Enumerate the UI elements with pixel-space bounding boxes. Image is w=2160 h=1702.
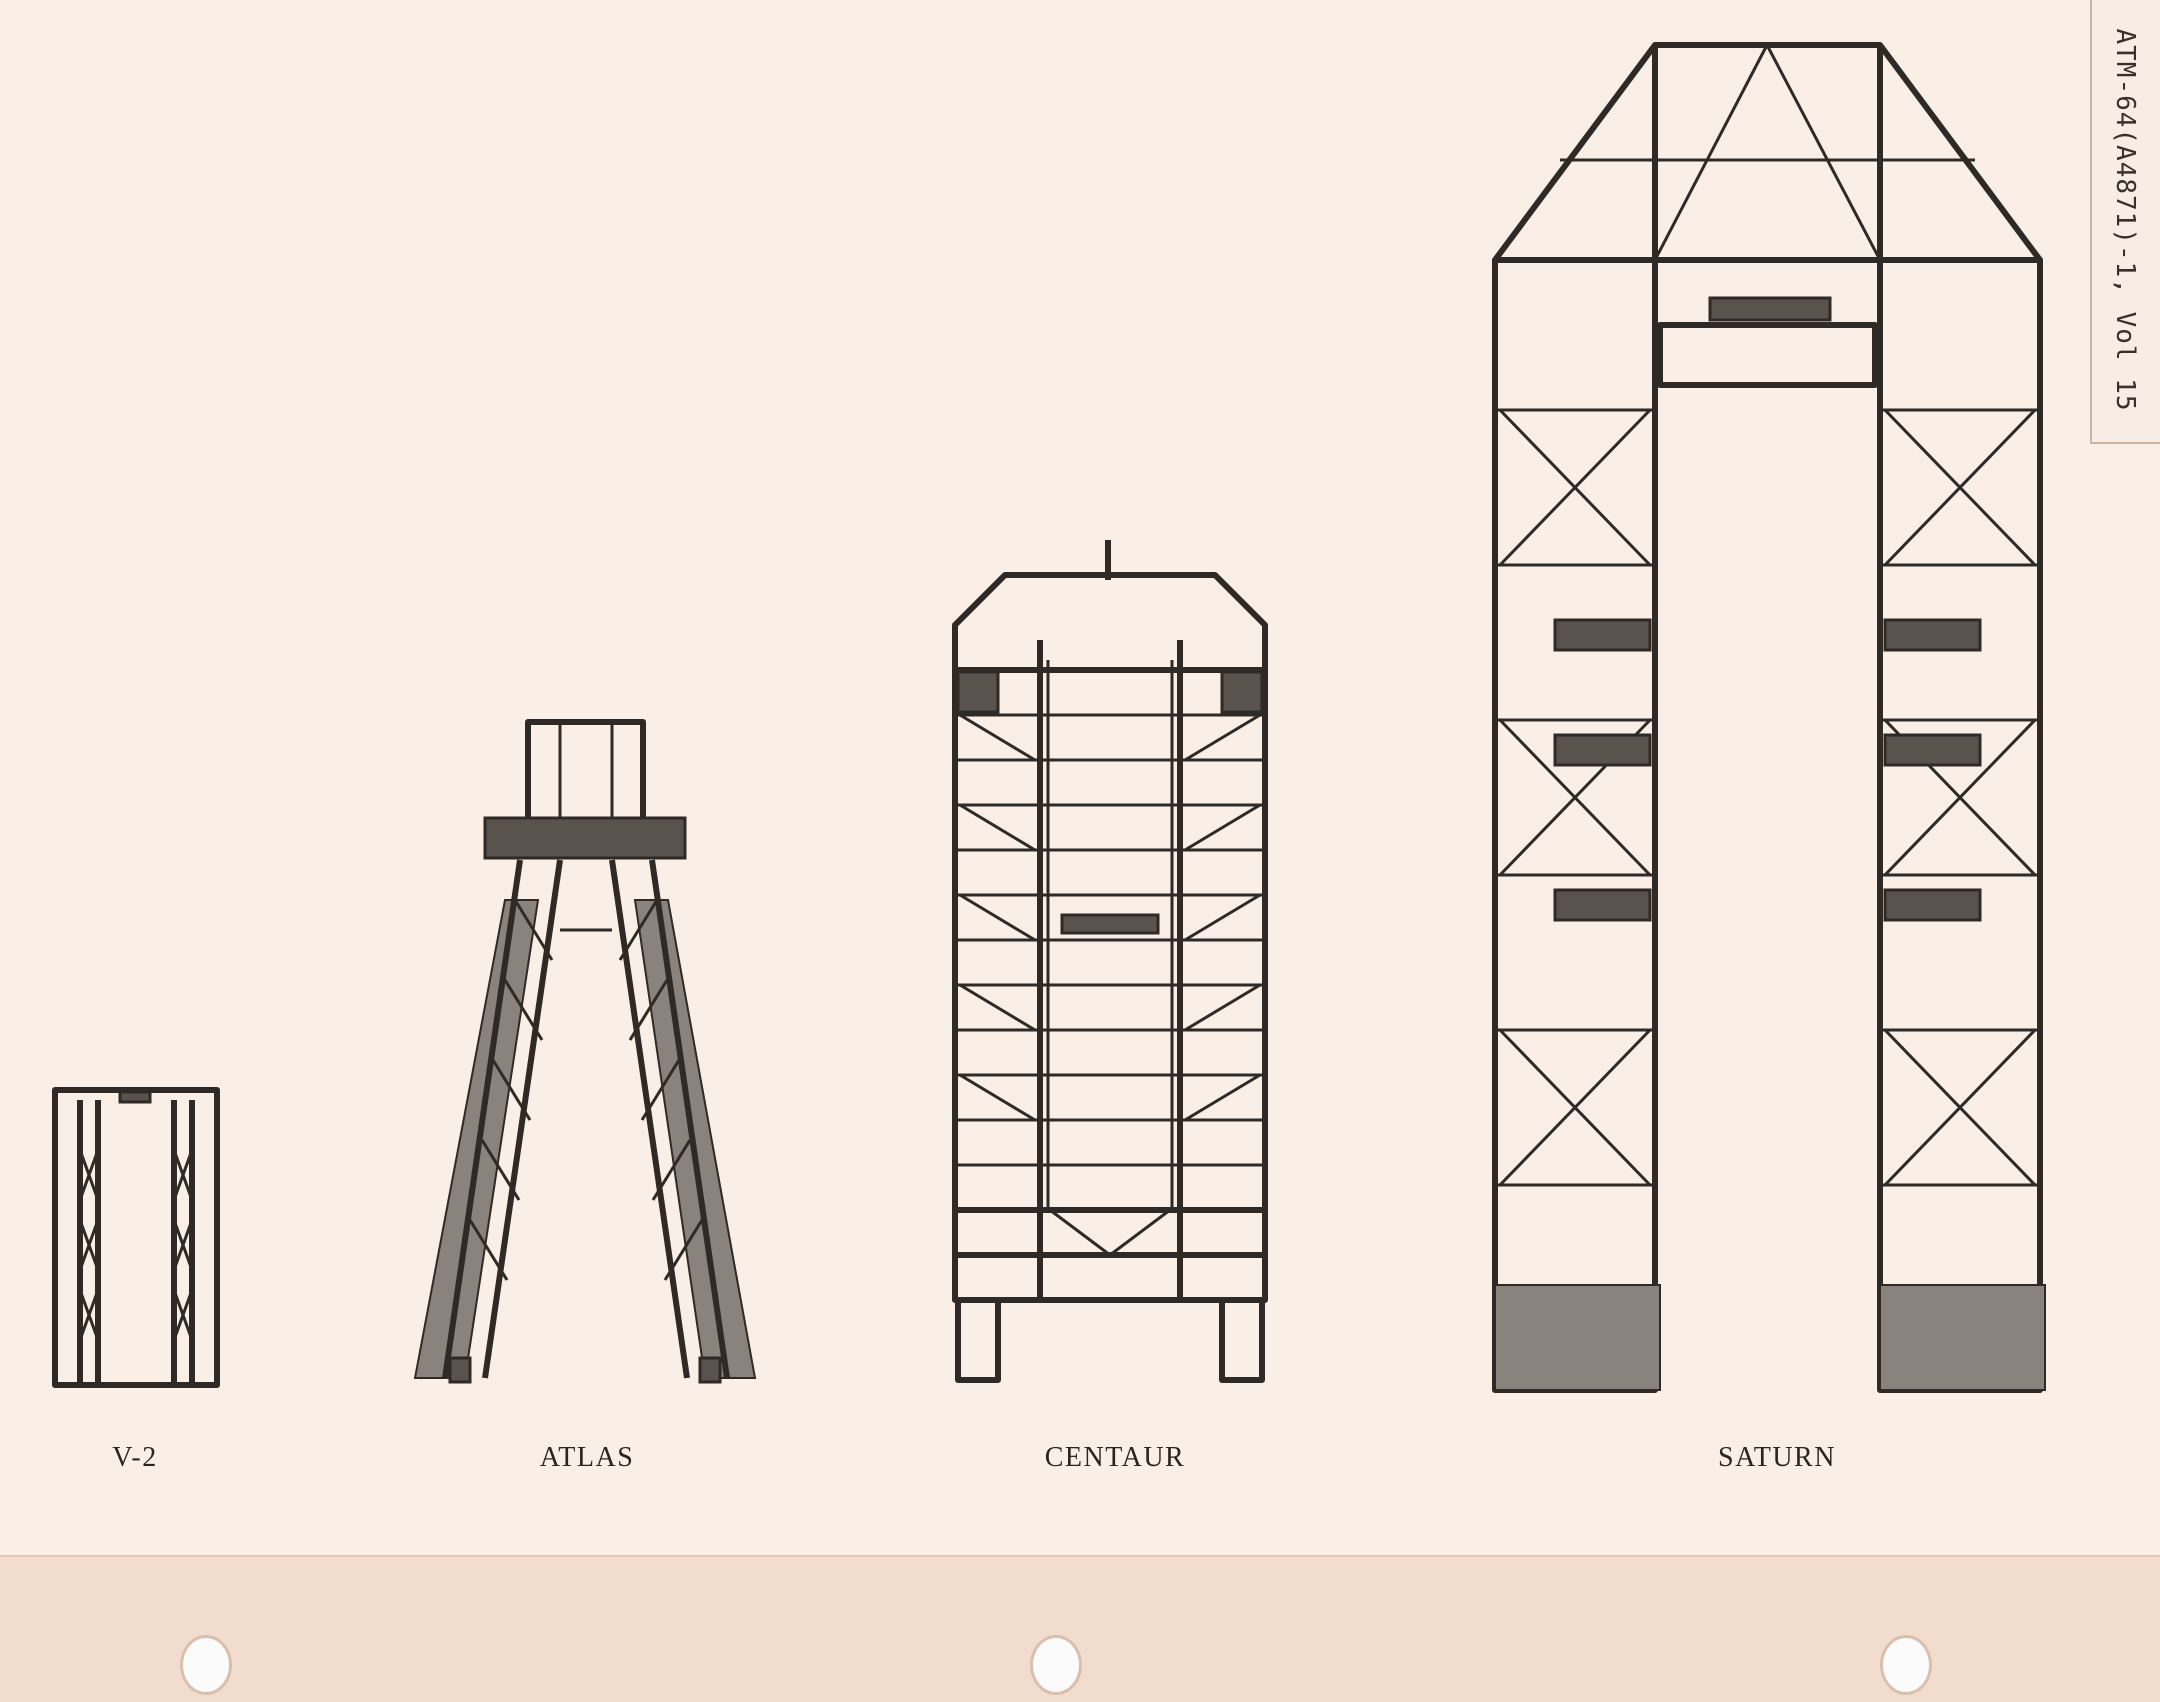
caption-v2: V-2: [112, 1442, 158, 1473]
caption-atlas: ATLAS: [539, 1442, 635, 1473]
document-reference: ATM-64(A4871)-1, Vol 15: [2110, 28, 2140, 412]
caption-saturn: SATURN: [1718, 1442, 1836, 1473]
tower-v2-drawing: [55, 1090, 217, 1385]
tower-saturn-drawing: [1495, 45, 2045, 1390]
tower-atlas-drawing: [415, 722, 755, 1382]
tower-centaur-drawing: [955, 540, 1265, 1380]
caption-centaur: CENTAUR: [1044, 1442, 1186, 1473]
